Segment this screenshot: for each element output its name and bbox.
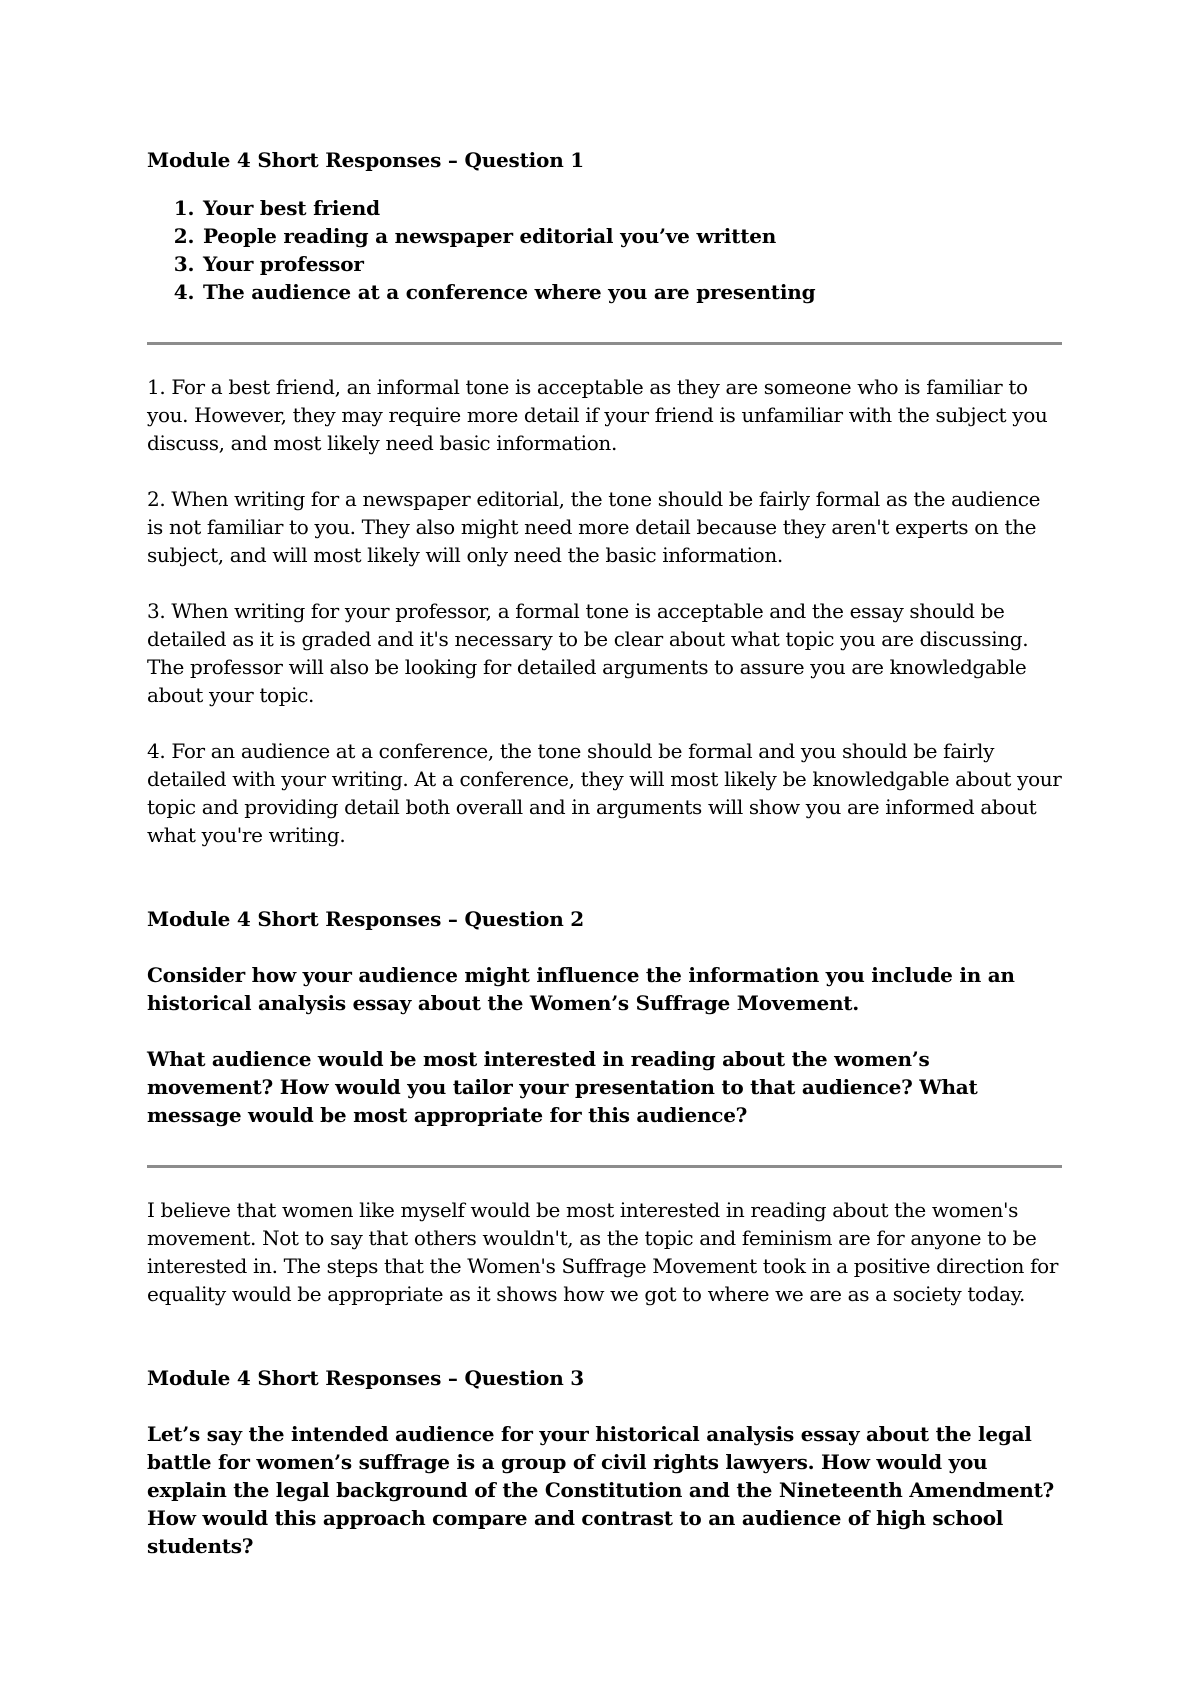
audience-list-item: 1. Your best friend <box>201 194 1062 222</box>
answer-1-paragraph: 1. For a best friend, an informal tone is acceptable as they are someone who is familiar to you. However, they may require more detail if your friend is unfamiliar with the subject you discuss, and most likely need basic information. <box>147 375 1048 455</box>
answer-4-paragraph: 4. For an audience at a conference, the tone should be formal and you should be fairly detailed with your writing. At a conference, they will most likely be knowledgable about your topic and providing detail both overall and in arguments will show you are informed about what you're writing. <box>147 739 1062 847</box>
question-2-heading: Module 4 Short Responses – Question 2 <box>147 907 585 931</box>
answer-3-paragraph: 3. When writing for your professor, a formal tone is acceptable and the essay should be detailed as it is graded and it's necessary to be clear about what topic you are discussing. The professor will also be looking for detailed arguments to assure you are knowledgable about your topic. <box>147 599 1029 707</box>
question-2-answer: I believe that women like myself would be most interested in reading about the women's movement. Not to say that others wouldn't, as the topic and feminism are for anyone to be interested in. The steps that the Women's Suffrage Movement took in a positive direction for equality would be appropriate as it shows how we got to where we are as a society today. <box>147 1198 1059 1306</box>
divider-rule <box>147 1165 1062 1168</box>
question-2-prompt: What audience would be most interested in reading about the women’s movement? How would you tailor your presentation to that audience? What message would be most appropriate for this audience? <box>147 1047 978 1127</box>
audience-list-item: 4. The audience at a conference where you are presenting <box>201 278 1062 306</box>
audience-list <box>147 194 1062 306</box>
question-1-heading: Module 4 Short Responses – Question 1 <box>147 148 585 172</box>
question-2-prompt: Consider how your audience might influence the information you include in an historical analysis essay about the Women’s Suffrage Movement. <box>147 963 1015 1015</box>
question-3-prompt: Let’s say the intended audience for your historical analysis essay about the legal battle for women’s suffrage is a group of civil rights lawyers. How would you explain the legal background of the Constitution and the Nineteenth Amendment? How would this approach compare and contrast to an audience of high school students? <box>147 1422 1055 1558</box>
answer-2-paragraph: 2. When writing for a newspaper editorial, the tone should be fairly formal as the audience is not familiar to you. They also might need more detail because they aren't experts on the subject, and will most likely will only need the basic information. <box>147 487 1041 567</box>
audience-list-item: 3. Your professor <box>201 250 1062 278</box>
question-3-heading: Module 4 Short Responses – Question 3 <box>147 1366 585 1390</box>
divider-rule <box>147 342 1062 345</box>
audience-list-item: 2. People reading a newspaper editorial you’ve written <box>201 222 1062 250</box>
